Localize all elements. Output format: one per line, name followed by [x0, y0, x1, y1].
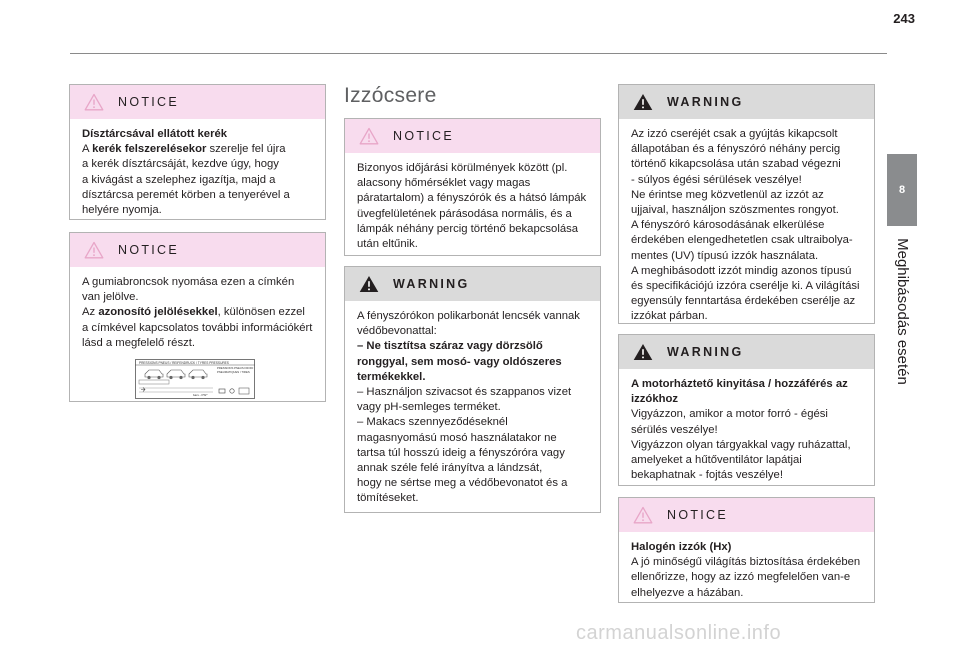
- text-line: Ne érintse meg közvetlenül az izzót az: [631, 188, 824, 201]
- text-line: mentes (UV) típusú izzók használata.: [631, 249, 819, 262]
- warning-icon: [633, 93, 653, 111]
- text-line: Vigyázzon, amikor a motor forró - égési: [631, 408, 828, 421]
- text-line: izzókat párban.: [631, 310, 708, 323]
- warning-box-bulb-replacement: [618, 84, 875, 324]
- text-line: ujjaival, használjon szöszmentes rongyot.: [631, 204, 839, 217]
- notice-body: [70, 119, 325, 218]
- warning-header: [619, 85, 874, 119]
- text-line: bekaphatnak - fojtás veszélye!: [631, 469, 783, 482]
- notice-icon: [633, 506, 653, 524]
- warning-icon: [633, 343, 653, 361]
- text-line: termékekkel.: [357, 370, 426, 383]
- text-line: – Használjon szivacsot és szappanos vizet: [357, 386, 572, 399]
- notice-header: [345, 119, 600, 153]
- notice-title: Halogén izzók (Hx): [631, 541, 732, 553]
- notice-label: NOTICE: [118, 243, 180, 257]
- text-line: annak széle felé irányítva a lándzsát,: [357, 462, 543, 475]
- text-line: ronggyal, sem mosó- vagy oldószeres: [357, 355, 562, 368]
- text-line: Az azonosító jelölésekkel, különösen ezzel: [82, 306, 305, 319]
- warning-header: [345, 267, 600, 301]
- text-line: dísztárcsa peremét körben a tenyerével a: [82, 188, 290, 201]
- notice-box-tyre-pressure: [69, 232, 326, 402]
- warning-label: WARNING: [667, 95, 744, 109]
- watermark: carmanualsonline.info: [576, 622, 782, 644]
- notice-header: [619, 498, 874, 532]
- text-line: – Makacs szennyeződéseknél: [357, 416, 508, 429]
- notice-title: Dísztárcsával ellátott kerék: [82, 128, 228, 140]
- warning-label: WARNING: [393, 277, 470, 291]
- text-line: a címkével kapcsolatos további információkért: [82, 321, 313, 334]
- text-line: - súlyos égési sérülések veszélye!: [631, 173, 802, 186]
- warning-label: WARNING: [667, 345, 744, 359]
- text-line: van jelölve.: [82, 291, 139, 304]
- text-line: A jó minőségű világítás biztosítása érdekében: [631, 556, 861, 569]
- text-line: A fényszórókon polikarbonát lencsék vannak: [357, 310, 580, 322]
- text-line: sérülés veszélye!: [631, 423, 718, 436]
- text-line: Vigyázzon olyan tárgyakkal vagy ruházattal,: [631, 438, 851, 451]
- notice-box-halogen: [618, 497, 875, 603]
- text-line: Az izzó cseréjét csak a gyújtás kikapcsolt: [631, 128, 838, 140]
- text-line: amelyeket a hűtőventilátor lapátjai: [631, 454, 802, 467]
- text-line: tartsa túl hosszú ideig a fényszóróra vagy: [357, 446, 565, 459]
- text-line: Bizonyos időjárási körülmények között (pl.: [357, 162, 568, 174]
- text-line: és specifikációjú izzóra cserélje ki. A világítási: [631, 280, 860, 293]
- warning-icon: [359, 275, 379, 293]
- warning-body: [345, 301, 600, 507]
- text-line: A kerék felszerelésekor szerelje fel újra: [82, 143, 286, 156]
- text-line: hogy ne sértse meg a védőbevonatot és a: [357, 477, 568, 490]
- text-line: lámpák néhány percig történő bekapcsolása: [357, 222, 579, 235]
- tyre-pressure-label-image: [135, 359, 255, 399]
- warning-body: [619, 369, 874, 483]
- top-divider: [70, 53, 887, 54]
- text-line: lásd a megfelelő részt.: [82, 336, 196, 349]
- tyre-label-line: PRESSIONS PNEUS FROID: [217, 366, 254, 371]
- text-line: helyére nyomja.: [82, 204, 162, 217]
- notice-header: [70, 85, 325, 119]
- text-line: történő kikapcsolása után szabad végezni: [631, 158, 841, 171]
- notice-label: NOTICE: [118, 95, 180, 109]
- tyre-label-line: PNEUMATIQUES / TIRES: [217, 370, 250, 375]
- text-line: A gumiabroncsok nyomása ezen a címkén: [82, 276, 295, 288]
- text-line: után eltűnik.: [357, 238, 418, 251]
- warning-body: [619, 119, 874, 325]
- text-line: a kivágást a szelephez igazítja, majd a: [82, 173, 276, 186]
- text-line: alacsony hőmérséklet vagy magas: [357, 177, 531, 190]
- text-line: A fényszóró károsodásának elkerülése: [631, 219, 825, 232]
- warning-header: [619, 335, 874, 369]
- notice-icon: [84, 93, 104, 111]
- notice-icon: [84, 241, 104, 259]
- text-line: üvegfelületének párásodása normális, és a: [357, 207, 572, 220]
- text-line: ellenőrizze, hogy az izzó megfelelően van-e: [631, 571, 851, 584]
- notice-body: [70, 267, 325, 351]
- notice-body: [619, 532, 874, 601]
- notice-box-wheel-trim: [69, 84, 326, 220]
- chapter-tab[interactable]: [887, 154, 917, 226]
- text-line: magasnyomású mosó használatakor ne: [357, 431, 557, 444]
- chapter-title: Meghibásodás esetén: [893, 237, 911, 385]
- text-line: – Ne tisztítsa száraz vagy dörzsölő: [357, 340, 543, 353]
- notice-header: [70, 233, 325, 267]
- tyre-label-footer: bars - PSI*: [193, 393, 208, 398]
- warning-title: A motorháztető kinyitása / hozzáférés az: [631, 378, 848, 390]
- tyre-label-header: PRESSIONS PNEUS / REIFENDRUCK / TYRES PRESSURES: [139, 360, 229, 365]
- notice-label: NOTICE: [667, 508, 729, 522]
- text-line: a kerék dísztárcsáját, kezdve úgy, hogy: [82, 158, 279, 171]
- warning-box-lenses: [344, 266, 601, 513]
- text-line: A meghibásodott izzót mindig azonos típusú: [631, 264, 852, 277]
- text-line: védőbevonattal:: [357, 325, 437, 338]
- notice-label: NOTICE: [393, 129, 455, 143]
- text-line: vagy pH-semleges terméket.: [357, 401, 501, 414]
- notice-box-condensation: [344, 118, 601, 256]
- text-line: érdekében elengedhetetlen csak ultraibolya-: [631, 234, 853, 247]
- text-line: páratartalom) a fényszórók és a hátsó lámpák: [357, 192, 587, 205]
- warning-box-bonnet: [618, 334, 875, 486]
- chapter-number: 8: [898, 184, 906, 196]
- text-line: tömítéseket.: [357, 492, 419, 505]
- page-number: 243: [893, 11, 915, 26]
- text-line: elhelyezve a házában.: [631, 586, 744, 599]
- notice-icon: [359, 127, 379, 145]
- warning-title: izzókhoz: [631, 393, 679, 406]
- text-line: állapotában és a fényszóró néhány percig: [631, 143, 841, 156]
- notice-body: [345, 153, 600, 252]
- section-title: Izzócsere: [344, 84, 437, 107]
- text-line: egyensúly fenntartása érdekében cserélje az: [631, 295, 856, 308]
